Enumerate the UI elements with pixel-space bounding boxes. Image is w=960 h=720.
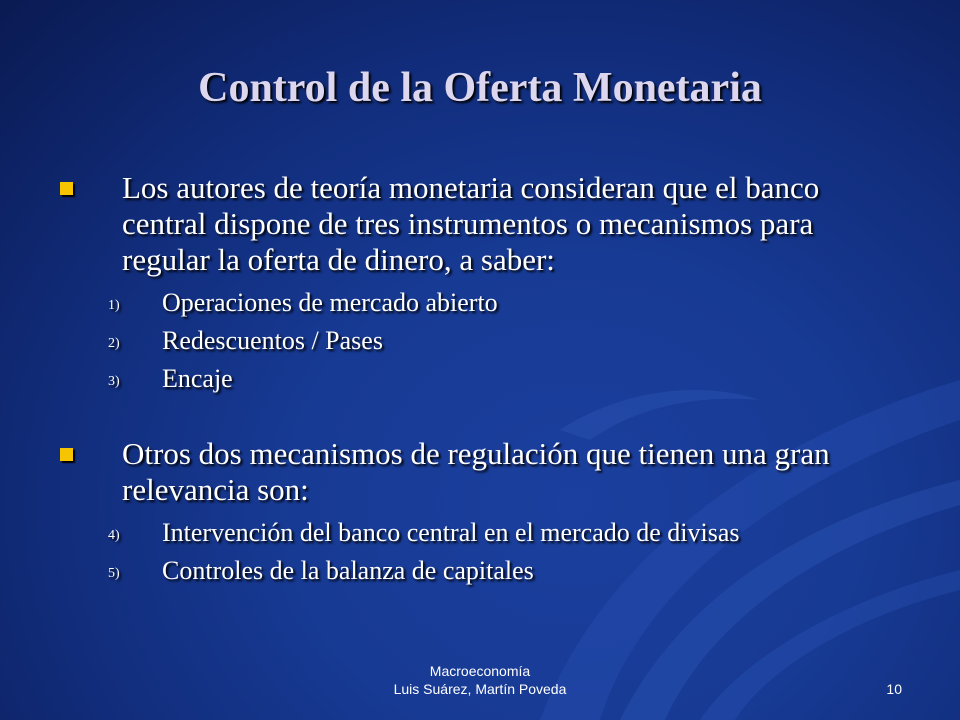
list-number: 4) [108,528,120,543]
list-item-text: Operaciones de mercado abierto [162,288,498,317]
bullet-text: Otros dos mecanismos de regulación que tienen una gran relevancia son: [122,436,830,507]
square-bullet-icon [60,448,73,461]
list-number: 5) [108,566,120,581]
list-item [58,514,908,552]
list-number: 1) [108,298,120,313]
list-item-text: Intervención del banco central en el mercado de divisas [162,518,740,547]
numbered-list-2 [58,514,908,590]
numbered-list-1 [58,284,908,398]
list-number: 3) [108,374,120,389]
slide-content [58,170,908,590]
slide-footer [0,662,960,698]
list-item [58,322,908,360]
bullet-text: Los autores de teoría monetaria consideran que el banco central dispone de tres instrumentos o mecanismos para regular la oferta de dinero, a saber: [122,170,820,277]
list-item [58,360,908,398]
footer-course: Macroeconomía [429,663,531,679]
footer-authors: Luis Suárez, Martín Poveda [393,681,567,697]
square-bullet-icon [60,182,73,195]
list-item-text: Redescuentos / Pases [162,326,383,355]
bullet-item-1 [58,170,908,278]
bullet-block-1 [58,170,908,398]
bullet-block-2 [58,436,908,590]
list-item-text: Encaje [162,364,233,393]
list-item-text: Controles de la balanza de capitales [162,556,534,585]
bullet-item-2 [58,436,908,508]
page-number: 10 [886,681,902,697]
list-item [58,284,908,322]
slide-title: Control de la Oferta Monetaria [198,65,762,111]
list-number: 2) [108,336,120,351]
list-item [58,552,908,590]
